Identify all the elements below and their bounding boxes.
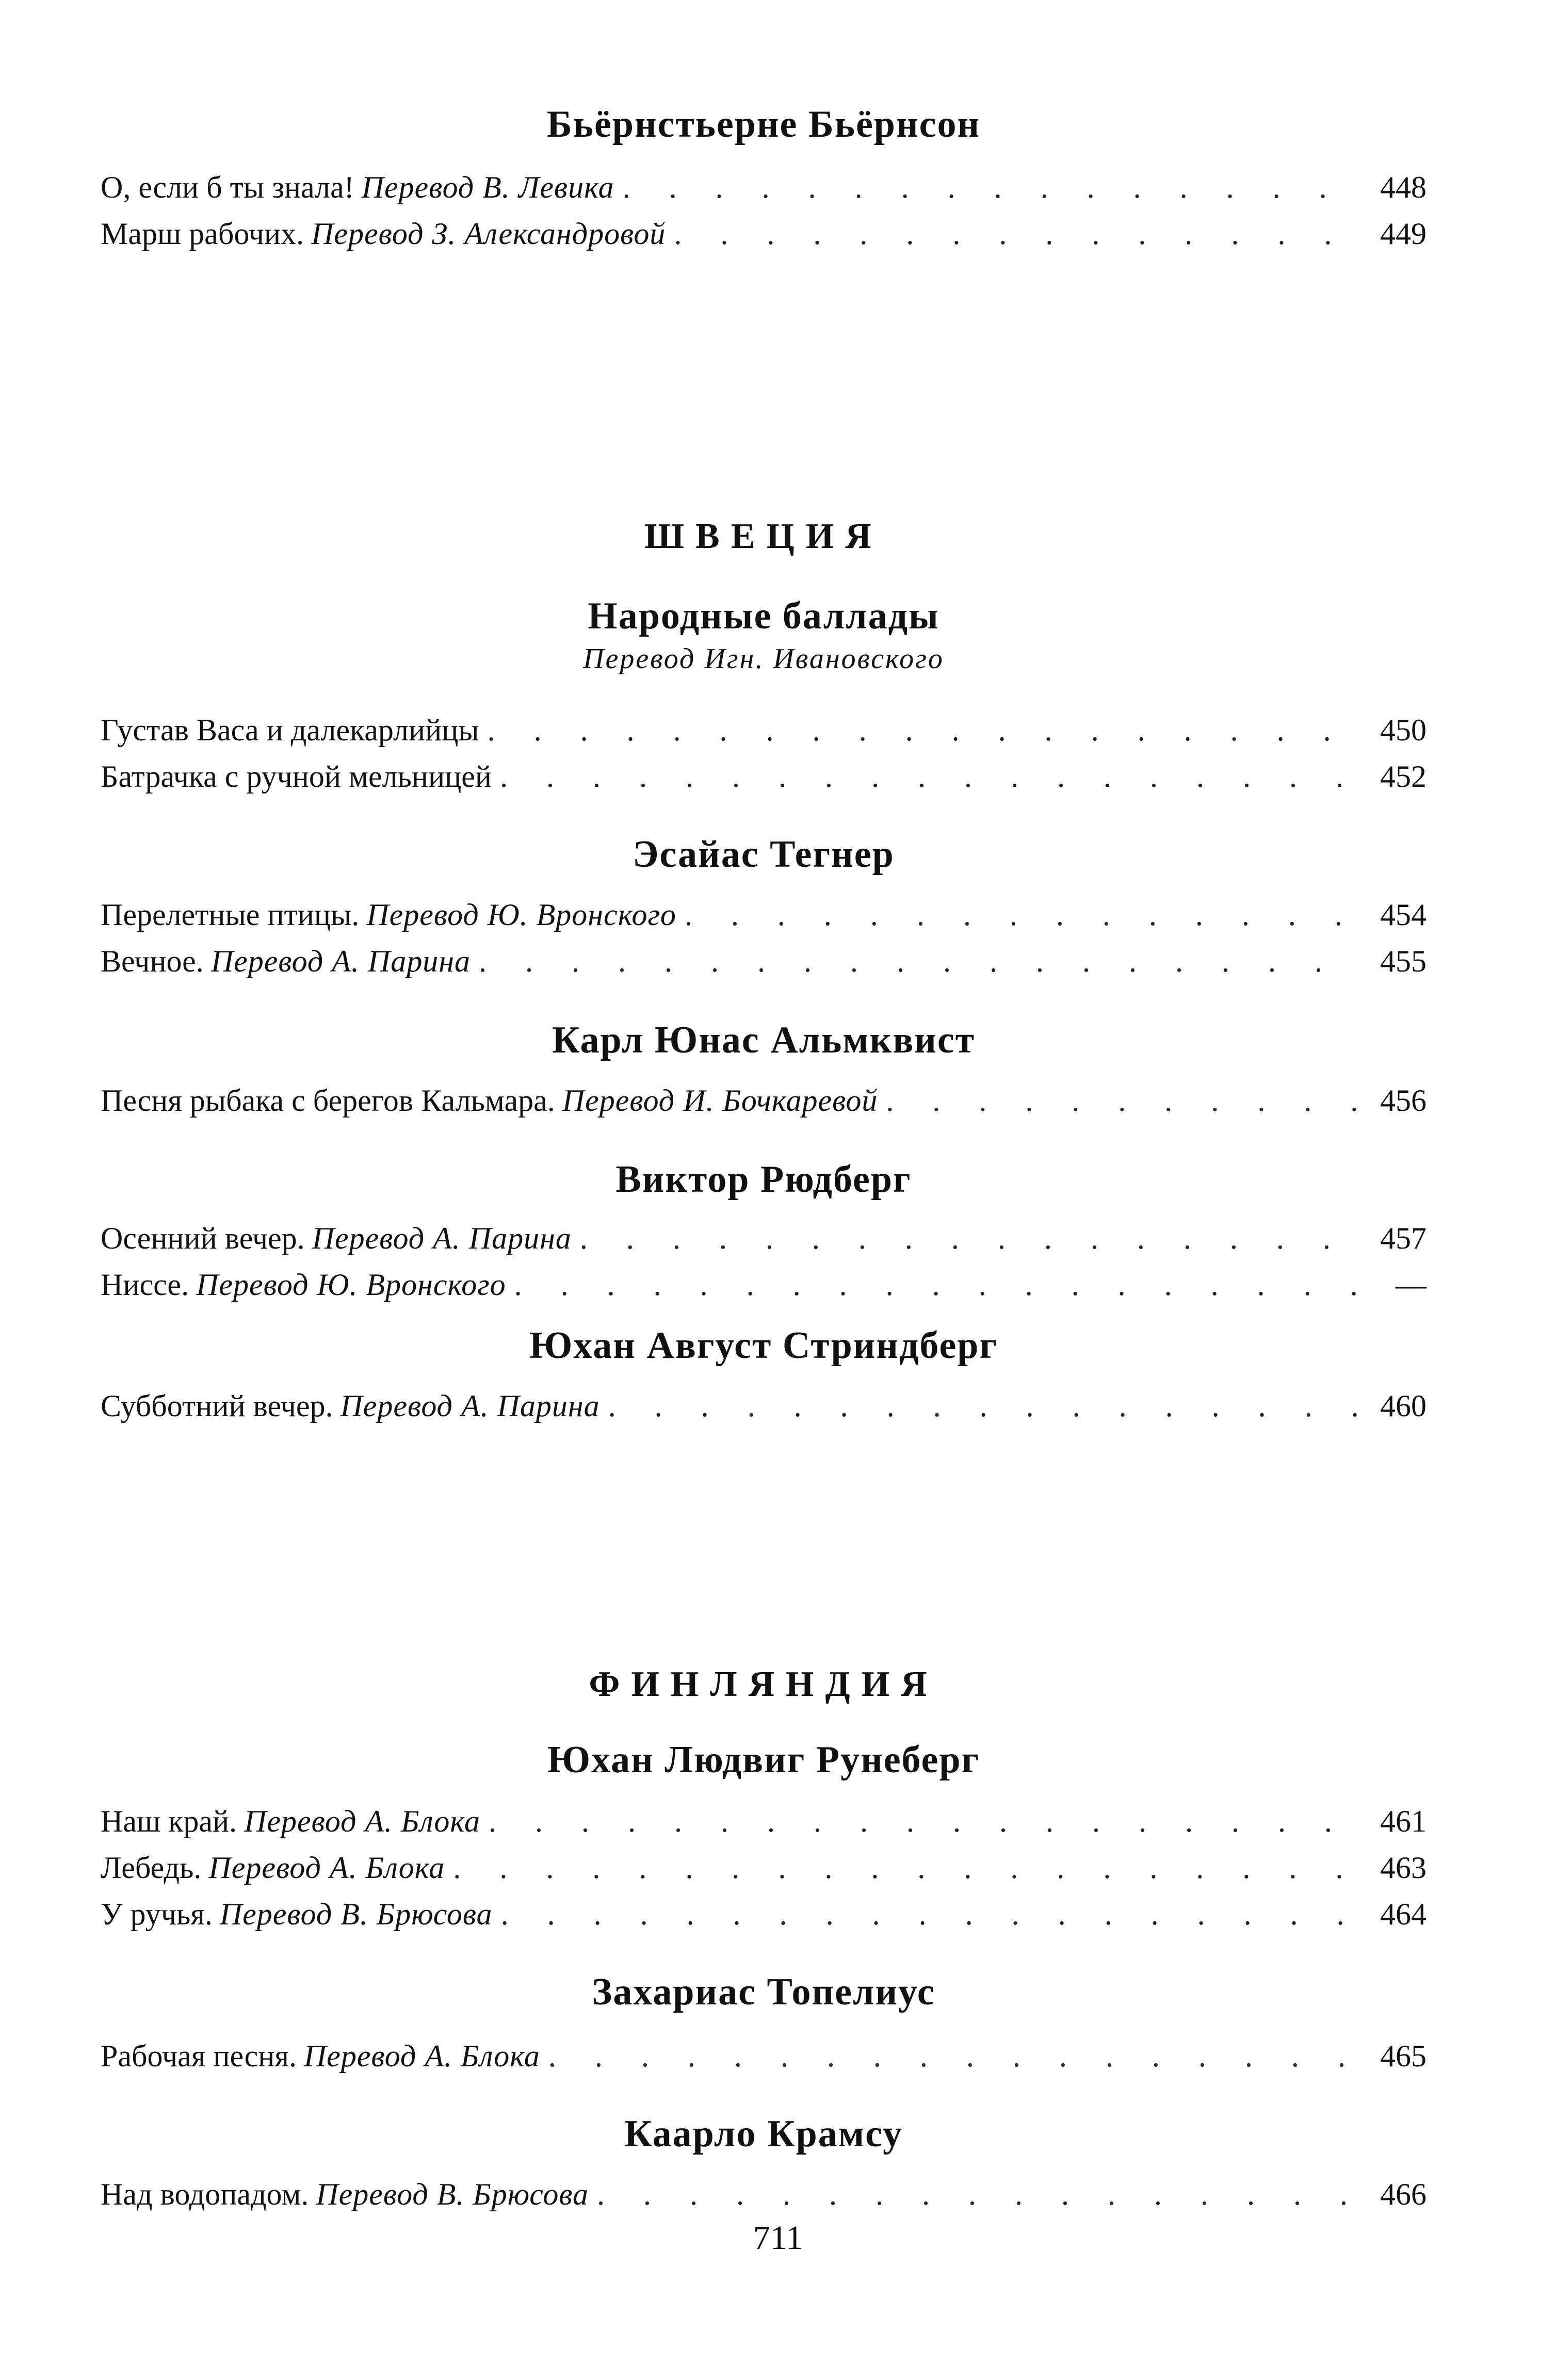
entry-list-kramsu (101, 2171, 1427, 2217)
author-block-kramsu (101, 2110, 1427, 2158)
author-heading: Юхан Август Стриндберг (529, 1324, 998, 1367)
entry-translator: Перевод А. Парина (340, 1389, 600, 1423)
author-heading: Юхан Людвиг Рунеберг (547, 1739, 980, 1781)
entry-translator: Перевод З. Александровой (311, 217, 666, 251)
entry-list-almqvist (101, 1077, 1427, 1124)
entry-page-number: 455 (1380, 944, 1427, 978)
entry-title: Лебедь. (101, 1851, 202, 1885)
translator-subtitle: Перевод Игн. Ивановского (583, 643, 944, 675)
author-block-almqvist (101, 1016, 1427, 1064)
entry-page-number: 448 (1380, 170, 1427, 204)
country-heading-sweden (101, 513, 1427, 560)
toc-entry (101, 1844, 1427, 1891)
leader-dots (886, 1077, 1361, 1124)
entry-page-number: 464 (1380, 1897, 1427, 1931)
entry-list-topelius (101, 2033, 1427, 2079)
entry-list-runeberg (101, 1798, 1427, 1937)
entry-page-number: 466 (1380, 2177, 1427, 2211)
toc-entry (101, 1077, 1427, 1124)
country-title: ШВЕЦИЯ (644, 516, 883, 556)
entry-translator: Перевод А. Блока (208, 1851, 445, 1885)
entry-title: Вечное. (101, 944, 204, 978)
leader-dots (548, 2033, 1361, 2079)
entry-title: У ручья. (101, 1897, 213, 1931)
leader-dots (500, 753, 1361, 800)
entry-title: Рабочая песня. (101, 2039, 297, 2073)
leader-dots (608, 1383, 1361, 1429)
leader-dots (685, 892, 1361, 938)
toc-entry (101, 1383, 1427, 1429)
toc-entry (101, 2033, 1427, 2079)
entry-translator: Перевод В. Брюсова (316, 2177, 589, 2211)
entry-page-number: 450 (1380, 713, 1427, 747)
entry-title: Осенний вечер. (101, 1221, 305, 1255)
author-heading: Эсайас Тегнер (633, 833, 895, 876)
leader-dots (514, 1261, 1361, 1308)
entry-title: Густав Васа и далекарлийцы (101, 713, 479, 747)
leader-dots (674, 211, 1361, 257)
entry-list-tegner (101, 892, 1427, 984)
entry-page-number: 457 (1380, 1221, 1427, 1255)
entry-page-number: — (1396, 1268, 1427, 1302)
toc-entry (101, 892, 1427, 938)
leader-dots (479, 938, 1361, 984)
entry-translator: Перевод А. Блока (303, 2039, 540, 2073)
country-title: ФИНЛЯНДИЯ (589, 1664, 938, 1704)
leader-dots (623, 164, 1361, 211)
leader-dots (580, 1215, 1361, 1261)
leader-dots (488, 707, 1361, 753)
author-heading: Народные баллады (588, 595, 939, 637)
entry-page-number: 461 (1380, 1804, 1427, 1838)
author-heading: Виктор Рюдберг (615, 1158, 912, 1201)
author-block-tegner (101, 831, 1427, 878)
toc-entry (101, 938, 1427, 984)
country-heading-finland (101, 1661, 1427, 1708)
leader-dots (453, 1844, 1361, 1891)
page-number: 711 (753, 2219, 803, 2257)
author-block-bjornson (101, 101, 1427, 148)
entry-translator: Перевод В. Брюсова (219, 1897, 493, 1931)
toc-entry (101, 1798, 1427, 1844)
entry-translator: Перевод А. Парина (210, 944, 471, 978)
author-heading: Каарло Крамсу (624, 2113, 903, 2155)
entry-translator: Перевод А. Парина (312, 1221, 572, 1255)
author-heading: Карл Юнас Альмквист (552, 1019, 976, 1061)
toc-entry (101, 2171, 1427, 2217)
entry-translator: Перевод Ю. Вронского (196, 1268, 506, 1302)
toc-entry (101, 164, 1427, 211)
leader-dots (597, 2171, 1361, 2217)
entry-page-number: 465 (1380, 2039, 1427, 2073)
entry-page-number: 454 (1380, 898, 1427, 932)
entry-page-number: 463 (1380, 1851, 1427, 1885)
entry-page-number: 460 (1380, 1389, 1427, 1423)
author-heading: Бьёрнстьерне Бьёрнсон (546, 103, 981, 145)
author-block-strindberg (101, 1322, 1427, 1369)
entry-page-number: 456 (1380, 1083, 1427, 1118)
entry-title: Наш край. (101, 1804, 237, 1838)
entry-list-bjornson (101, 164, 1427, 257)
toc-entry (101, 1891, 1427, 1937)
entry-list-rydberg (101, 1215, 1427, 1308)
leader-dots (489, 1798, 1361, 1844)
author-block-ballads (101, 592, 1427, 678)
entry-page-number: 452 (1380, 759, 1427, 794)
toc-entry (101, 1215, 1427, 1261)
toc-entry (101, 211, 1427, 257)
entry-title: Над водопадом. (101, 2177, 309, 2211)
author-block-topelius (101, 1968, 1427, 2016)
toc-entry (101, 707, 1427, 753)
entry-title: Марш рабочих. (101, 217, 304, 251)
entry-title: Субботний вечер. (101, 1389, 333, 1423)
entry-title: О, если б ты знала! (101, 170, 354, 204)
entry-list-strindberg (101, 1383, 1427, 1429)
entry-title: Перелетные птицы. (101, 898, 360, 932)
entry-title: Батрачка с ручной мельницей (101, 759, 492, 794)
author-heading: Захариас Топелиус (592, 1971, 935, 2013)
author-block-runeberg (101, 1736, 1427, 1784)
author-block-rydberg (101, 1156, 1427, 1203)
entry-title: Песня рыбака с берегов Кальмара. (101, 1083, 555, 1118)
entry-translator: Перевод И. Бочкаревой (562, 1083, 878, 1118)
entry-page-number: 449 (1380, 217, 1427, 251)
entry-translator: Перевод А. Блока (244, 1804, 480, 1838)
leader-dots (501, 1891, 1361, 1937)
entry-title: Ниссе. (101, 1268, 189, 1302)
toc-entry (101, 1261, 1427, 1308)
entry-translator: Перевод В. Левика (361, 170, 614, 204)
toc-entry (101, 753, 1427, 800)
entry-list-ballads (101, 707, 1427, 800)
entry-translator: Перевод Ю. Вронского (366, 898, 676, 932)
